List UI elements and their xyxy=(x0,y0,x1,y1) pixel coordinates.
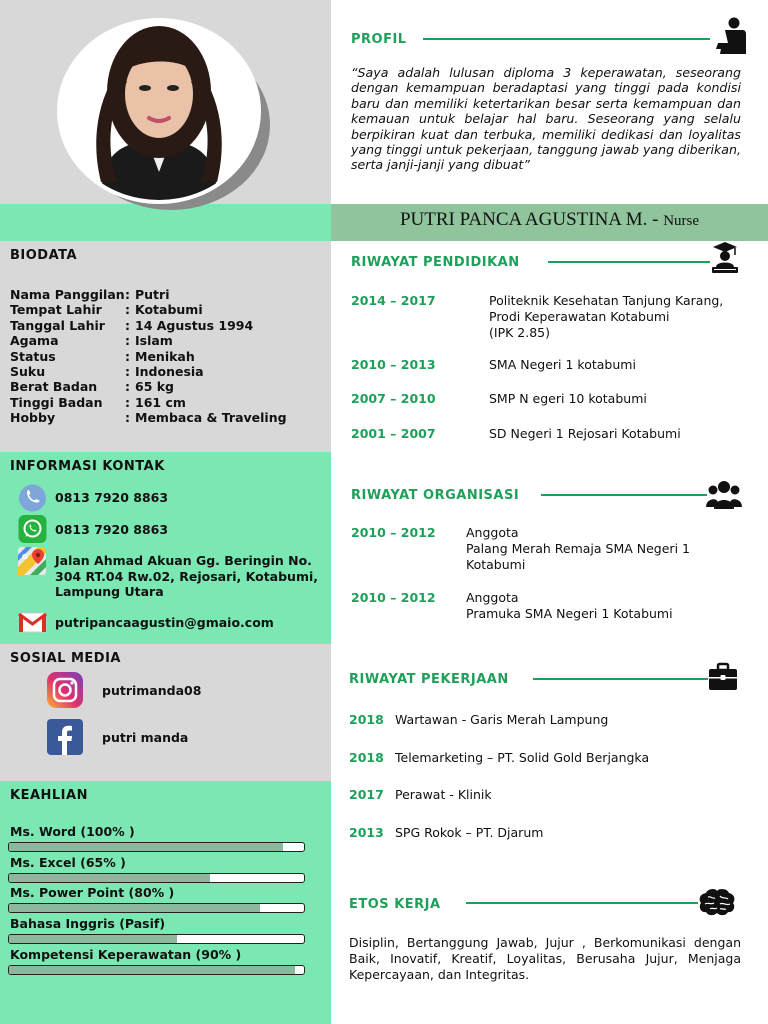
biodata-key: Hobby xyxy=(10,410,56,426)
organization-line: Anggota xyxy=(466,525,519,540)
contact-title: INFORMASI KONTAK xyxy=(10,459,165,474)
work-title: RIWAYAT PEKERJAAN xyxy=(349,672,509,687)
organization-divider xyxy=(541,494,707,496)
etos-divider xyxy=(466,902,698,904)
organization-desc xyxy=(466,590,673,622)
education-line: (IPK 2.85) xyxy=(489,324,550,340)
address-text: Jalan Ahmad Akuan Gg. Beringin No. 304 RT.04 Rw.02, Rejosari, Kotabumi, Lampung Utara xyxy=(55,553,319,599)
work-desc: Perawat - Klinik xyxy=(395,787,492,802)
instagram-handle[interactable]: putrimanda08 xyxy=(102,682,202,698)
biodata-key: Tinggi Badan xyxy=(10,394,103,410)
whatsapp-icon xyxy=(18,515,47,543)
skill-label: Kompetensi Keperawatan (90% ) xyxy=(10,946,242,962)
organization-line: Pramuka SMA Negeri 1 Kotabumi xyxy=(466,605,673,621)
skill-bar-fill xyxy=(9,874,210,882)
biodata-colon: : xyxy=(125,394,130,410)
education-line: SMP N egeri 10 kotabumi xyxy=(489,391,647,406)
work-year: 2013 xyxy=(349,825,384,840)
work-desc: Wartawan - Garis Merah Lampung xyxy=(395,712,609,727)
work-year: 2018 xyxy=(349,712,384,727)
work-desc: Telemarketing – PT. Solid Gold Berjangka xyxy=(395,750,650,765)
profile-title: PROFIL xyxy=(351,32,407,47)
graduation-icon xyxy=(710,241,740,273)
education-year: 2010 – 2013 xyxy=(351,357,436,372)
biodata-key: Agama xyxy=(10,333,59,349)
biodata-title: BIODATA xyxy=(10,248,78,263)
biodata-row xyxy=(10,410,287,425)
skill-label: Bahasa Inggris (Pasif) xyxy=(10,916,166,932)
biodata-row xyxy=(10,333,173,348)
education-year: 2001 – 2007 xyxy=(351,426,436,441)
etos-text: Disiplin, Bertanggung Jawab, Jujur , Berkomunikasi dengan Baik, Inovatif, Kreatif, Loyalitas, Berusaha Jujur, Menjaga Kepercayaan, dan Integritas. xyxy=(349,935,741,982)
skill-bar xyxy=(8,873,305,883)
biodata-row xyxy=(10,364,204,379)
whatsapp-row xyxy=(18,515,168,543)
organization-year: 2010 – 2012 xyxy=(351,525,436,540)
phone-number[interactable]: 0813 7920 8863 xyxy=(55,490,169,505)
organization-line: Palang Merah Remaja SMA Negeri 1 xyxy=(466,540,690,556)
education-line: Politeknik Kesehatan Tanjung Karang, xyxy=(489,293,724,308)
biodata-row xyxy=(10,318,253,333)
education-desc xyxy=(489,426,681,442)
education-desc xyxy=(489,293,723,340)
biodata-value: Putri xyxy=(135,287,170,302)
brain-icon xyxy=(698,887,736,917)
instagram-row xyxy=(47,672,201,708)
svg-text:G: G xyxy=(22,553,28,561)
biodata-row xyxy=(10,349,195,364)
skill-bar-fill xyxy=(9,904,260,912)
biodata-key: Berat Badan xyxy=(10,379,98,395)
biodata-row xyxy=(10,302,203,317)
education-year: 2007 – 2010 xyxy=(351,391,436,406)
education-line: SD Negeri 1 Rejosari Kotabumi xyxy=(489,426,681,441)
phone-icon xyxy=(18,484,47,512)
biodata-row xyxy=(10,287,170,302)
skill-bar xyxy=(8,965,305,975)
profile-summary: “Saya adalah lulusan diploma 3 keperawatan, seseorang dengan kemampuan beradaptasi yang tinggi pada kondisi baru dan memiliki ketertarikan besar serta kemampuan dan kemauan untuk belajar hal baru. Seseorang yang selalu berpikiran kuat dan terbuka, memiliki dedikasi dan loyalitas yang tinggi untuk pekerjaan, tanggung jawab yang diberikan, serta janji-janji yang dibuat” xyxy=(351,65,741,173)
biodata-row xyxy=(10,395,186,410)
email-row xyxy=(18,608,274,636)
instagram-icon xyxy=(47,672,83,708)
biodata-value: Kotabumi xyxy=(135,302,203,318)
biodata-key: Status xyxy=(10,348,56,364)
skill-label: Ms. Word (100% ) xyxy=(10,824,135,839)
organization-year: 2010 – 2012 xyxy=(351,590,436,605)
skill-bar-fill xyxy=(9,843,283,851)
group-icon xyxy=(706,479,742,509)
work-divider xyxy=(533,678,708,680)
profile-photo xyxy=(57,18,261,204)
skill-bar-fill xyxy=(9,966,295,974)
biodata-colon: : xyxy=(125,317,130,333)
biodata-value: Islam xyxy=(135,333,173,349)
skill-label: Ms. Excel (65% ) xyxy=(10,854,126,870)
biodata-colon: : xyxy=(125,287,130,302)
work-year: 2018 xyxy=(349,750,384,765)
biodata-value: 161 cm xyxy=(135,394,186,410)
facebook-icon xyxy=(47,719,83,755)
social-title: SOSIAL MEDIA xyxy=(10,651,121,666)
phone-row xyxy=(18,484,168,512)
biodata-colon: : xyxy=(125,333,130,349)
gmail-icon xyxy=(18,608,47,636)
biodata-key: Tanggal Lahir xyxy=(10,317,105,333)
education-desc xyxy=(489,391,647,407)
biodata-colon: : xyxy=(125,302,130,318)
organization-line: Anggota xyxy=(466,590,519,605)
biodata-colon: : xyxy=(125,364,130,379)
profile-divider xyxy=(423,38,710,40)
education-year: 2014 – 2017 xyxy=(351,293,436,308)
skill-bar xyxy=(8,903,305,913)
biodata-key: Tempat Lahir xyxy=(10,302,102,318)
full-name: PUTRI PANCA AGUSTINA M. - Nurse xyxy=(399,209,700,230)
biodata-value: Menikah xyxy=(135,348,195,364)
facebook-name[interactable]: putri manda xyxy=(102,729,189,745)
biodata-row xyxy=(10,379,174,394)
education-title: RIWAYAT PENDIDIKAN xyxy=(351,255,520,270)
facebook-row xyxy=(47,719,188,755)
organization-line: Kotabumi xyxy=(466,556,526,572)
biodata-key: Nama Panggilan xyxy=(10,287,125,302)
biodata-value: 65 kg xyxy=(135,379,175,395)
map-pin-icon xyxy=(18,547,47,575)
biodata-colon: : xyxy=(125,410,130,426)
skill-label: Ms. Power Point (80% ) xyxy=(10,885,175,901)
biodata-colon: : xyxy=(125,348,130,364)
work-year: 2017 xyxy=(349,787,384,802)
education-line: SMA Negeri 1 kotabumi xyxy=(489,357,636,372)
biodata-value: Indonesia xyxy=(135,364,204,379)
address-row xyxy=(18,547,318,600)
biodata-key: Suku xyxy=(10,364,46,379)
education-divider xyxy=(548,261,710,263)
etos-title: ETOS KERJA xyxy=(349,897,441,912)
email-address[interactable]: putripancaagustin@gmaio.com xyxy=(55,615,274,630)
skills-title: KEAHLIAN xyxy=(10,788,88,803)
work-desc: SPG Rokok – PT. Djarum xyxy=(395,825,544,840)
skill-bar-fill xyxy=(9,935,177,943)
whatsapp-number[interactable]: 0813 7920 8863 xyxy=(55,522,169,537)
skill-bar xyxy=(8,842,305,852)
organization-desc xyxy=(466,525,690,572)
biodata-value: Membaca & Traveling xyxy=(135,410,287,426)
biodata-value: 14 Agustus 1994 xyxy=(135,317,254,333)
person-icon xyxy=(716,16,748,54)
education-desc xyxy=(489,357,636,373)
job-title: Nurse xyxy=(663,213,700,229)
biodata-colon: : xyxy=(125,379,130,395)
education-line: Prodi Keperawatan Kotabumi xyxy=(489,308,670,324)
briefcase-icon xyxy=(708,662,738,692)
organization-title: RIWAYAT ORGANISASI xyxy=(351,488,520,503)
skill-bar xyxy=(8,934,305,944)
